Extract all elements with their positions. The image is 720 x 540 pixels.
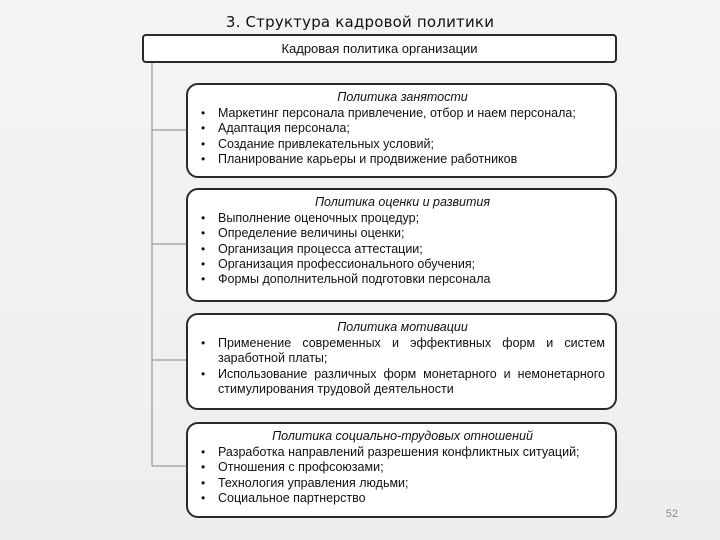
policy-title-motivation: Политика мотивации xyxy=(337,320,468,334)
bullet-icon: • xyxy=(201,226,206,241)
list-item-text: Выполнение оценочных процедур; xyxy=(218,211,420,225)
policy-box-employment xyxy=(186,83,617,178)
bullet-icon: • xyxy=(201,256,206,271)
bullet-icon: • xyxy=(201,460,206,475)
list-item-text: Социальное партнерство xyxy=(218,490,366,505)
bullet-icon: • xyxy=(201,445,206,459)
list-item-text: Определение величины оценки; xyxy=(218,226,405,241)
list-item xyxy=(200,106,605,121)
list-item xyxy=(200,211,605,226)
list-item xyxy=(200,476,605,491)
bullet-icon: • xyxy=(201,272,206,287)
policy-box-motivation xyxy=(186,313,617,410)
bullet-icon: • xyxy=(201,475,206,490)
list-item-text: Маркетинг персонала привлечение, отбор и наем персонала; xyxy=(218,106,576,120)
bullet-icon: • xyxy=(201,136,206,151)
list-item-text: Планирование карьеры и продвижение работников xyxy=(218,151,518,166)
list-item xyxy=(200,242,605,257)
root-label: Кадровая политика организации xyxy=(281,41,478,56)
bullet-icon: • xyxy=(201,106,206,120)
policy-title-employment: Политика занятости xyxy=(337,90,468,104)
list-item xyxy=(200,272,605,287)
policy-box-assessment xyxy=(186,188,617,302)
policy-title-assessment: Политика оценки и развития xyxy=(314,195,491,209)
list-item xyxy=(200,491,605,506)
policy-title-social: Политика социально-трудовых отношений xyxy=(272,429,533,443)
list-item-text: Применение современных и эффективных форм и систем заработной платы; xyxy=(218,336,605,366)
list-item-text: Отношения с профсоюзами; xyxy=(218,460,384,475)
bullet-icon: • xyxy=(201,121,206,136)
list-item xyxy=(200,121,605,136)
list-item xyxy=(200,460,605,475)
list-item xyxy=(200,445,605,460)
policy-items-employment xyxy=(200,106,605,167)
policy-items-social xyxy=(200,445,605,506)
list-item-text: Формы дополнительной подготовки персонала xyxy=(218,272,491,287)
list-item xyxy=(200,257,605,272)
list-item-text: Использование различных форм монетарного и немонетарного стимулирования трудовой деятельности xyxy=(218,366,605,396)
list-item-text: Технология управления людьми; xyxy=(218,475,409,490)
list-item xyxy=(200,152,605,167)
bullet-icon: • xyxy=(201,151,206,166)
list-item-text: Адаптация персонала; xyxy=(218,121,350,136)
root-box xyxy=(142,34,617,63)
bullet-icon: • xyxy=(201,241,206,256)
page-number: 52 xyxy=(665,508,678,520)
bullet-icon: • xyxy=(201,336,206,350)
list-item-text: Организация процесса аттестации; xyxy=(218,241,423,256)
list-item xyxy=(200,137,605,152)
policy-items-assessment xyxy=(200,211,605,287)
policy-items-motivation xyxy=(200,336,605,397)
list-item-text: Организация профессионального обучения; xyxy=(218,256,476,271)
slide-title: 3. Структура кадровой политики xyxy=(225,13,495,31)
list-item xyxy=(200,226,605,241)
bullet-icon: • xyxy=(201,366,206,381)
policy-box-social xyxy=(186,422,617,518)
list-item-text: Разработка направлений разрешения конфликтных ситуаций; xyxy=(218,445,580,459)
bullet-icon: • xyxy=(201,490,206,505)
list-item xyxy=(200,336,605,367)
bullet-icon: • xyxy=(201,211,206,225)
list-item-text: Создание привлекательных условий; xyxy=(218,136,434,151)
list-item xyxy=(200,367,605,398)
